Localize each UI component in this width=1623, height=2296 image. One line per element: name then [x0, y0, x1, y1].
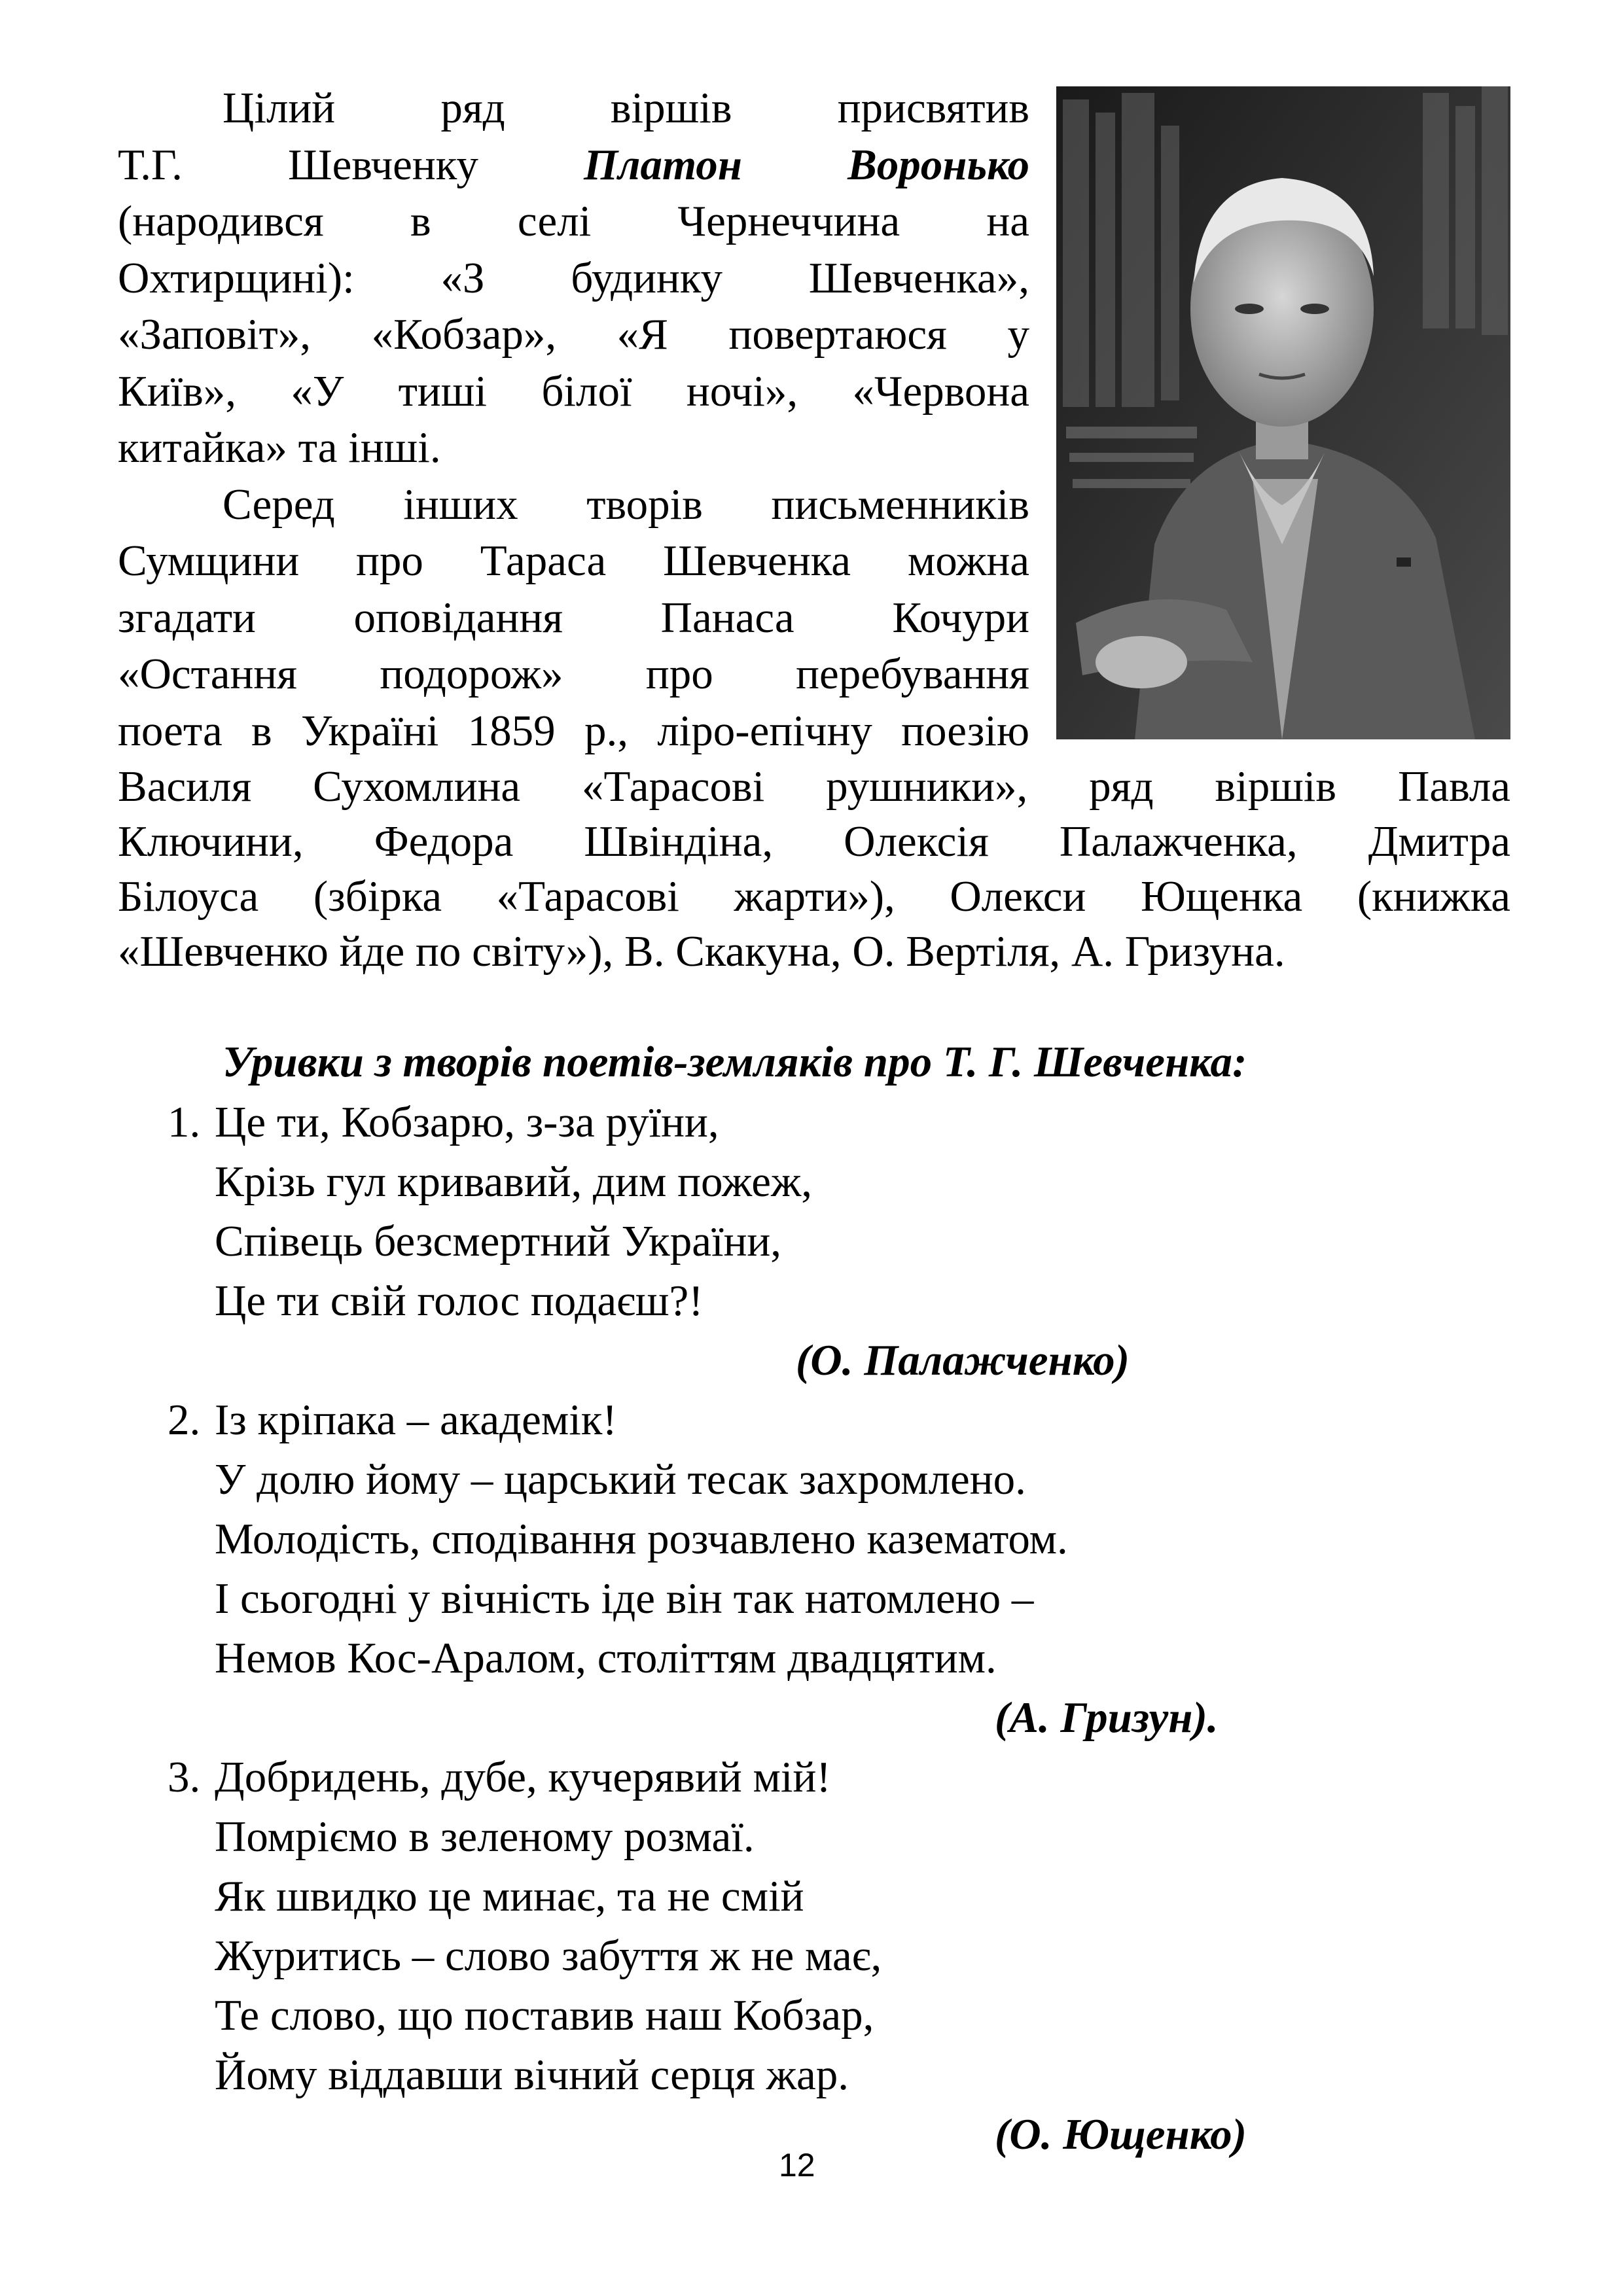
text-line: Цілий ряд віршів присвятив	[223, 84, 1029, 132]
text-line: Серед інших творів письменників	[223, 480, 1029, 529]
text-line: Сумщини про Тараса Шевченка можна	[118, 537, 1029, 585]
text-line: «Шевченко йде по світу»), В. Скакуна, О. Вертіля, А. Гризуна.	[118, 927, 1285, 976]
text-line: Білоуса (збірка «Тарасові жарти»), Олекси Ющенка (книжка	[118, 872, 1510, 921]
poem-line: У долю йому – царський тесак захромлено.	[215, 1455, 1026, 1504]
poem-1	[168, 1093, 1411, 1390]
poem-line: Співець безсмертний України,	[215, 1217, 782, 1265]
text-fragment: Т.Г. Шевченку	[118, 140, 478, 189]
poem-line: Молодість, сподівання розчавлено казематом.	[215, 1515, 1068, 1563]
text-line: «Заповіт», «Кобзар», «Я повертаюся у	[118, 310, 1029, 359]
poem-line: Йому віддавши вічний серця жар.	[215, 2051, 849, 2099]
text-line: Ключини, Федора Швіндіна, Олексія Палажченка, Дмитра	[118, 817, 1510, 866]
page-number: 12	[779, 2147, 815, 2183]
text-line: (народився в селі Чернеччина на	[118, 197, 1029, 245]
text-line: «Остання подорож» про перебування	[118, 650, 1029, 698]
portrait-illustration	[1056, 86, 1510, 739]
poem-line: Крізь гул кривавий, дим пожеж,	[215, 1157, 813, 1206]
poem-author: (О. Ющенко)	[995, 2110, 1247, 2159]
paragraph-voronko	[118, 80, 1029, 476]
paragraph-other-works	[118, 476, 1029, 760]
poem-line	[168, 1390, 1411, 1450]
poem-line: Як швидко це минає, та не смій	[215, 1872, 804, 1920]
text-line: Київ», «У тиші білої ночі», «Червона	[118, 366, 1029, 415]
text-line: Василя Сухомлина «Тарасові рушники», ряд віршів Павла	[118, 762, 1510, 811]
poem-number: 1.	[168, 1098, 201, 1146]
poem-line	[168, 1093, 1411, 1152]
poem-2	[168, 1390, 1411, 1748]
poem-text: Добридень, дубе, кучерявий мій!	[215, 1753, 831, 1801]
poem-author: (О. Палажченко)	[796, 1336, 1130, 1385]
poem-number: 3.	[168, 1753, 201, 1801]
section-heading: Уривки з творів поетів-земляків про Т. Г. Шевченка:	[223, 1038, 1247, 1086]
poem-line: Помріємо в зеленому розмаї.	[215, 1812, 755, 1861]
poem-line: Це ти свій голос подаєш?!	[215, 1277, 704, 1325]
continuation-paragraph	[118, 759, 1510, 979]
poem-line: Журитись – слово забуття ж не має,	[215, 1932, 882, 1980]
text-line	[118, 137, 1029, 194]
poem-3	[168, 1748, 1411, 2164]
poem-number: 2.	[168, 1396, 201, 1444]
poem-author: (А. Гризун).	[995, 1693, 1219, 1742]
poem-line	[168, 1748, 1411, 1807]
intro-column	[118, 80, 1029, 759]
poem-text: Це ти, Кобзарю, з-за руїни,	[215, 1098, 719, 1146]
text-line: поета в Україні 1859 р., ліро-епічну поезію	[118, 706, 1029, 755]
poem-excerpts	[168, 1093, 1411, 2164]
poem-line: І сьогодні у вічність іде він так натомлено –	[215, 1574, 1034, 1623]
author-name: Платон Воронько	[584, 140, 1030, 189]
poem-line: Немов Кос-Аралом, століттям двадцятим.	[215, 1634, 997, 1682]
text-line: китайка» та інші.	[118, 423, 441, 472]
poem-line: Те слово, що поставив наш Кобзар,	[215, 1991, 874, 2040]
text-line: Охтирщині): «З будинку Шевченка»,	[118, 253, 1029, 302]
poem-text: Із кріпака – академік!	[215, 1396, 617, 1444]
author-portrait-photo	[1056, 86, 1510, 739]
text-line: згадати оповідання Панаса Кочури	[118, 593, 1029, 642]
